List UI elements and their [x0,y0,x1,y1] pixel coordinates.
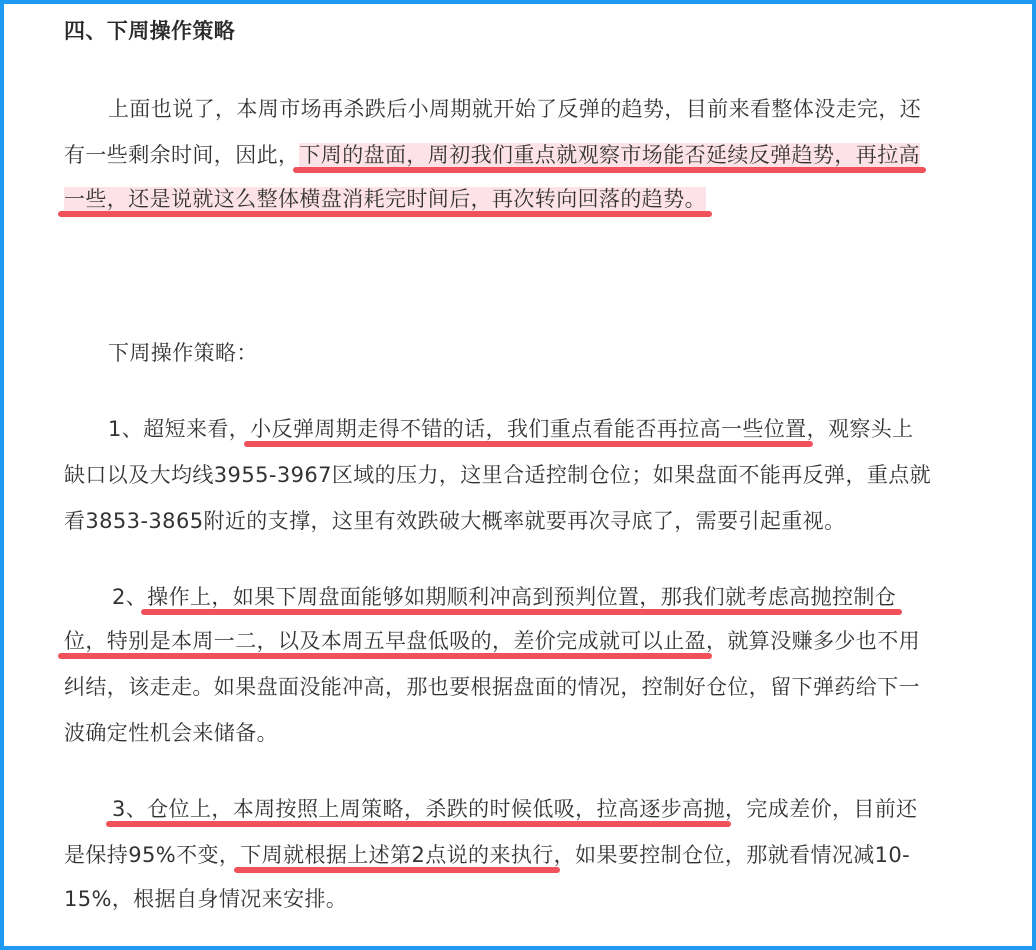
p1-line-1 [108,414,914,444]
p3-text: ，如果要控制仓位，那就看情况减10- [553,843,911,867]
p3-line-2 [64,840,910,870]
p1-line-2: 缺口以及大均线3955-3967区域的压力，这里合适控制仓位；如果盘面不能再反弹，重点就 [64,463,932,487]
intro-line-1: 上面也说了，本周市场再杀跌后小周期就开始了反弹的趋势，目前来看整体没走完，还 [108,97,922,121]
highlighted-text: 一些，还是说就这么整体横盘消耗完时间后，再次转向回落的趋势。 [64,187,706,211]
p1-text: ，观察头上 [806,417,914,441]
p2-line-3: 纠结，该走走。如果盘面没能冲高，那也要根据盘面的情况，控制好仓位，留下弹药给下一 [64,675,920,699]
p2-line-1 [112,582,896,612]
p1-line-3: 看3853-3865附近的支撑，这里有效跌破大概率就要再次寻底了，需要引起重视。 [64,509,846,533]
p2-line-2 [64,626,920,656]
p3-text: ，完成差价，目前还 [724,797,918,821]
p2-text: ，就算没赚多少也不用 [706,629,920,653]
intro-line-3 [64,184,706,214]
underlined-text: 操作上，如果下周盘面能够如期顺利冲高到预判位置，那我们就考虑高抛控制仓 [147,585,897,609]
section-heading: 四、下周操作策略 [64,19,236,43]
intro-text: 有一些剩余时间，因此， [64,143,300,167]
highlighted-text: 下周的盘面，周初我们重点就观察市场能否延续反弹趋势，再拉高 [299,143,921,167]
p2-line-4: 波确定性机会来储备。 [64,721,278,745]
strategy-title: 下周操作策略： [108,341,258,365]
underlined-text: 小反弹周期走得不错的话，我们重点看能否再拉高一些位置 [250,417,807,441]
underlined-text: 位，特别是本周一二，以及本周五早盘低吸的，差价完成就可以止盈 [64,629,706,653]
p3-line-3: 15%，根据自身情况来安排。 [64,887,348,911]
p1-text: 1、超短来看， [108,417,251,441]
underlined-text: 下周就根据上述第2点说的来执行 [240,843,554,867]
intro-line-2 [64,140,920,170]
underlined-text: 3、仓位上，本周按照上周策略，杀跌的时候低吸，拉高逐步高抛 [112,797,725,821]
p3-text: 是保持95%不变， [64,843,241,867]
p2-number: 2、 [112,585,148,609]
p3-line-1 [112,794,918,824]
